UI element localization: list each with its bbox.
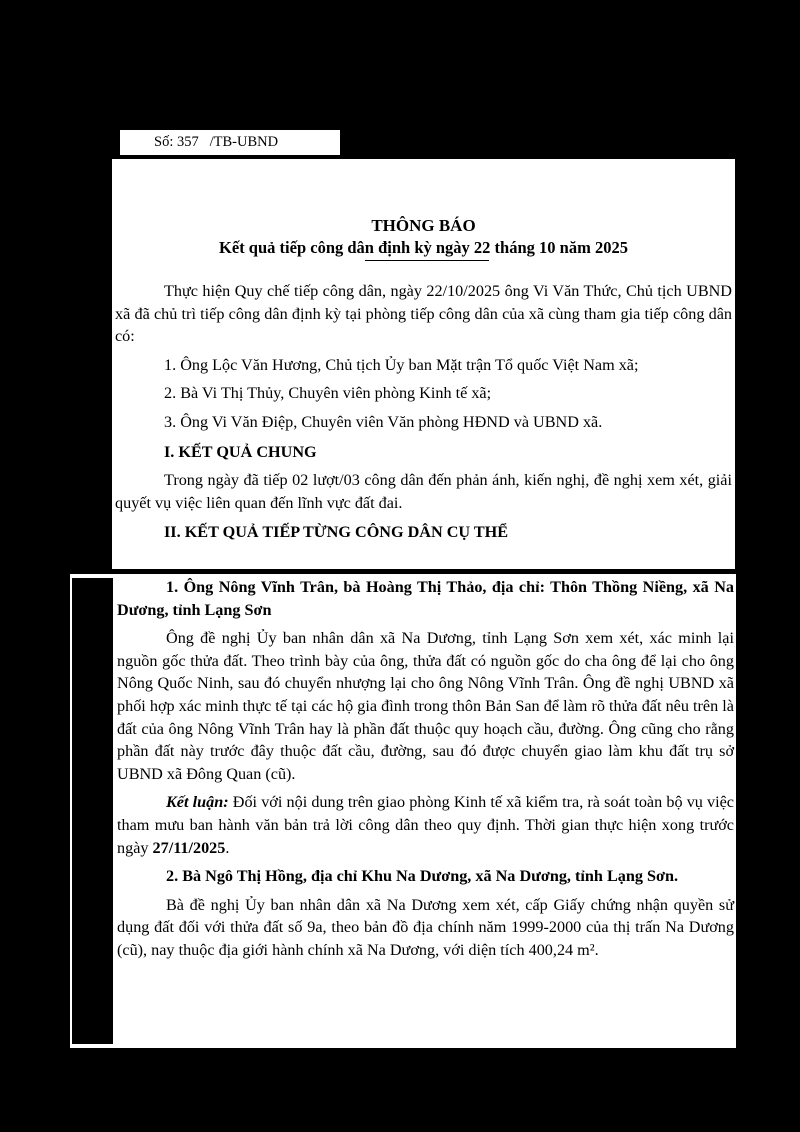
case-2-body: Bà đề nghị Ủy ban nhân dân xã Na Dương xem xét, cấp Giấy chứng nhận quyền sử dụng đất đối với thửa đất số 9a, theo bản đồ địa chính năm 1999-2000 của thị trấn Na Dương (cũ), nay thuộc địa giới hành chính xã Na Dương, với diện tích 400,24 m². xyxy=(117,895,734,959)
conclusion-text: Đối với nội dung trên giao phòng Kinh tế xã kiểm tra, rà soát toàn bộ vụ việc tham mưu ban hành văn bản trả lời công dân theo quy định. Thời gian thực hiện xong trước ngày xyxy=(117,793,734,857)
document-title: THÔNG BÁO xyxy=(371,216,476,235)
redaction-strip xyxy=(72,578,113,1044)
document-subtitle: Kết quả tiếp công dân định kỳ ngày 22 tháng 10 năm 2025 xyxy=(219,238,628,257)
conclusion-date: 27/11/2025 xyxy=(152,838,226,857)
participant-3: 3. Ông Vi Văn Điệp, Chuyên viên Văn phòng HĐND và UBND xã. xyxy=(164,412,603,431)
case-1-heading: 1. Ông Nông Vĩnh Trân, bà Hoàng Thị Thảo, địa chỉ: Thôn Thồng Niềng, xã Na Dương, tỉnh Lạng Sơn xyxy=(117,578,734,619)
document-top-section xyxy=(112,159,735,569)
participant-2: 2. Bà Vi Thị Thủy, Chuyên viên phòng Kinh tế xã; xyxy=(164,384,492,403)
participant-1: 1. Ông Lộc Văn Hương, Chủ tịch Ủy ban Mặt trận Tổ quốc Việt Nam xã; xyxy=(164,355,639,374)
conclusion-end: . xyxy=(225,838,230,857)
section-1-text: Trong ngày đã tiếp 02 lượt/03 công dân đến phản ánh, kiến nghị, đề nghị xem xét, giải quyết vụ việc liên quan đến lĩnh vực đất đai. xyxy=(115,471,732,512)
intro-paragraph: Thực hiện Quy chế tiếp công dân, ngày 22/10/2025 ông Vi Văn Thức, Chủ tịch UBND xã đã chủ trì tiếp công dân định kỳ tại phòng tiếp công dân của xã cùng tham gia tiếp công dân có: xyxy=(115,282,732,346)
title-underline xyxy=(365,260,489,261)
case-2-heading: 2. Bà Ngô Thị Hồng, địa chỉ Khu Na Dương, xã Na Dương, tỉnh Lạng Sơn. xyxy=(166,867,678,886)
case-1-body: Ông đề nghị Ủy ban nhân dân xã Na Dương, tỉnh Lạng Sơn xem xét, xác minh lại nguồn gốc thửa đất. Theo trình bày của ông, thửa đất có nguồn gốc do cha ông để lại cho ông Nông Quốc Ninh, sau đó chuyển nhượng lại cho ông Nông Vĩnh Trân. Ông đề nghị UBND xã phối hợp xác minh thực tế tại các hộ gia đình trong thôn Bản San để làm rõ thửa đất nêu trên là đất của ông Nông Vĩnh Trân hay là phần đất thuộc quy hoạch cầu, đường. Ông cũng cho rằng phần đất này trước đây thuộc đất cầu, đường, sau đó được chuyển giao làm khu đất trụ sở UBND xã Đông Quan (cũ). xyxy=(117,629,734,783)
intro-block xyxy=(115,280,732,544)
section-2-heading: II. KẾT QUẢ TIẾP TỪNG CÔNG DÂN CỤ THỂ xyxy=(164,523,509,542)
document-bottom-section xyxy=(70,574,736,1048)
document-number: Số: 357 /TB-UBND xyxy=(120,130,340,155)
cases-block xyxy=(117,576,734,962)
section-1-heading: I. KẾT QUẢ CHUNG xyxy=(164,442,317,461)
title-block xyxy=(115,215,732,259)
case-1-conclusion xyxy=(117,791,734,859)
conclusion-label: Kết luận: xyxy=(166,793,229,812)
